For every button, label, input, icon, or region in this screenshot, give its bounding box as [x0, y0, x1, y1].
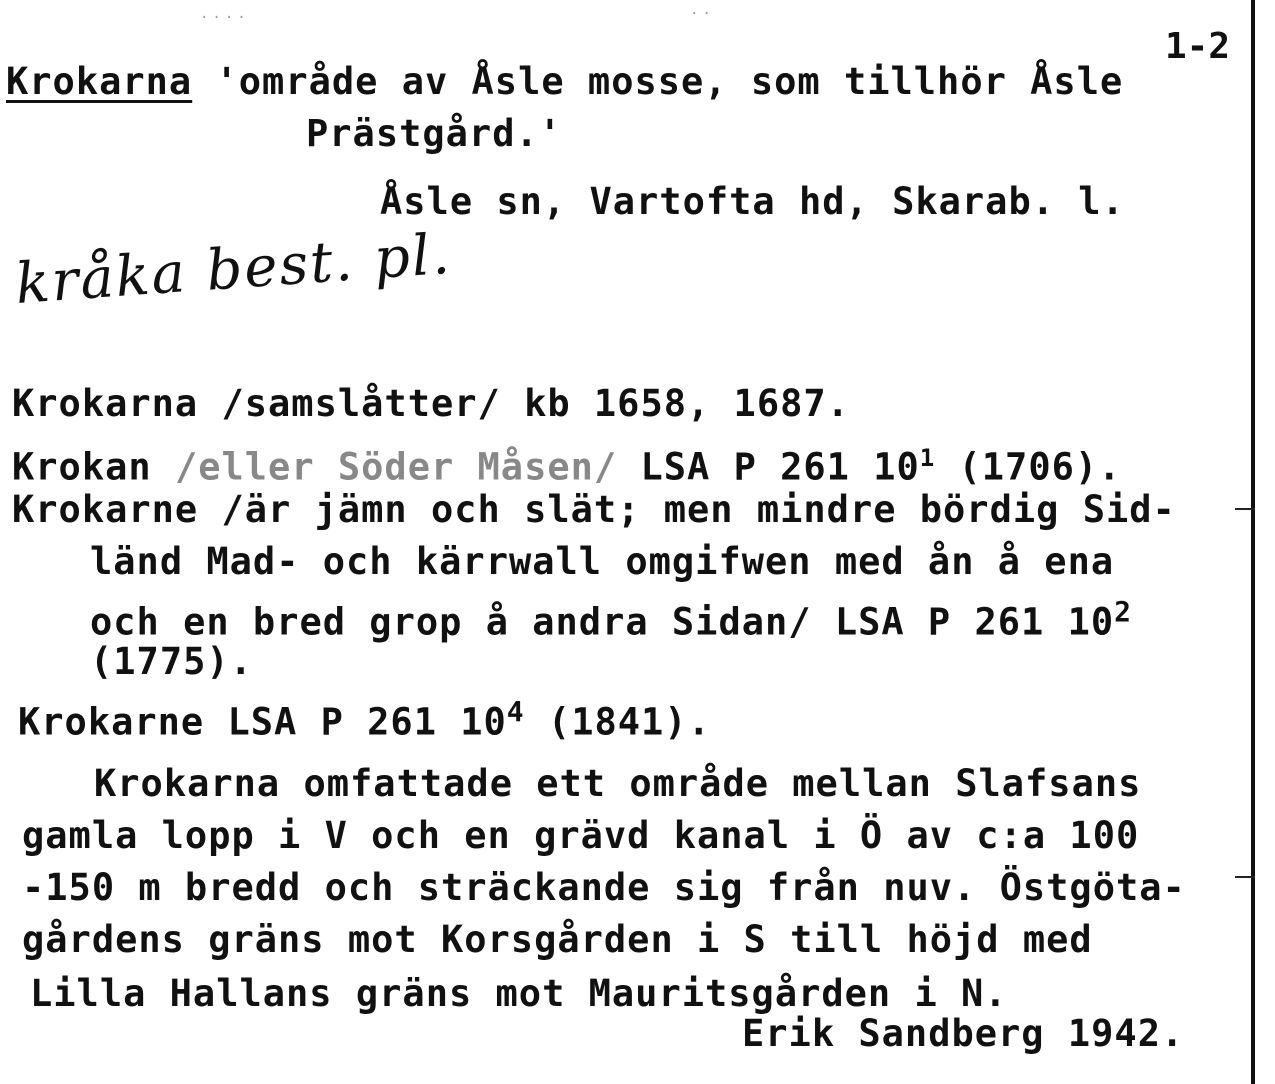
citation-year: (1706).	[935, 445, 1122, 489]
citation-sup: 1	[919, 444, 936, 472]
signature: Erik Sandberg 1942.	[742, 1012, 1185, 1055]
smudged-text: /eller Söder Måsen/	[174, 445, 618, 489]
citation-text: Krokarne LSA P 261 10	[18, 700, 507, 744]
description-line: Lilla Hallans gräns mot Mauritsgården i N.	[30, 972, 1008, 1015]
citation-line: länd Mad- och kärrwall omgifwen med ån å ena	[90, 540, 1115, 583]
description-line: -150 m bredd och sträckande sig från nuv. Östgöta-	[22, 866, 1186, 909]
citation-ref: LSA P 261 10	[617, 445, 920, 489]
citation-line: Krokarne /är jämn och slät; men mindre bördig Sid-	[12, 488, 1176, 531]
citation-sup: 2	[1114, 595, 1132, 628]
hyphen-tick	[1235, 876, 1255, 878]
citation-line	[90, 590, 1132, 644]
hyphen-tick	[1235, 508, 1255, 510]
header-line	[6, 60, 1123, 104]
card-right-border	[1251, 0, 1255, 1084]
page-number: 1-2	[1165, 26, 1231, 67]
citation-sup: 4	[506, 695, 525, 728]
citation-line	[18, 690, 711, 744]
description-line: gårdens gräns mot Korsgården i S till höjd med	[22, 918, 1093, 961]
citation-line: Krokarna /samslåtter/ kb 1658, 1687.	[12, 382, 850, 425]
citation-text: Krokan	[12, 445, 175, 489]
definition-continuation: Prästgård.'	[306, 112, 563, 155]
handwritten-note: kråka best. pl.	[13, 221, 454, 317]
scan-noise: ....	[200, 6, 250, 22]
definition-text: 'område av Åsle mosse, som tillhör Åsle	[215, 60, 1124, 103]
citation-line: (1775).	[90, 640, 253, 683]
scan-noise: ..	[690, 2, 715, 18]
description-line: gamla lopp i V och en grävd kanal i Ö av c:a 100	[22, 814, 1140, 857]
location-line: Åsle sn, Vartofta hd, Skarab. l.	[380, 180, 1125, 223]
citation-text: och en bred grop å andra Sidan/ LSA P 261 10	[90, 600, 1115, 644]
description-line: Krokarna omfattade ett område mellan Slafsans	[94, 762, 1142, 805]
headword: Krokarna	[6, 60, 193, 103]
citation-line	[12, 436, 1121, 489]
citation-year: (1841).	[524, 700, 711, 744]
